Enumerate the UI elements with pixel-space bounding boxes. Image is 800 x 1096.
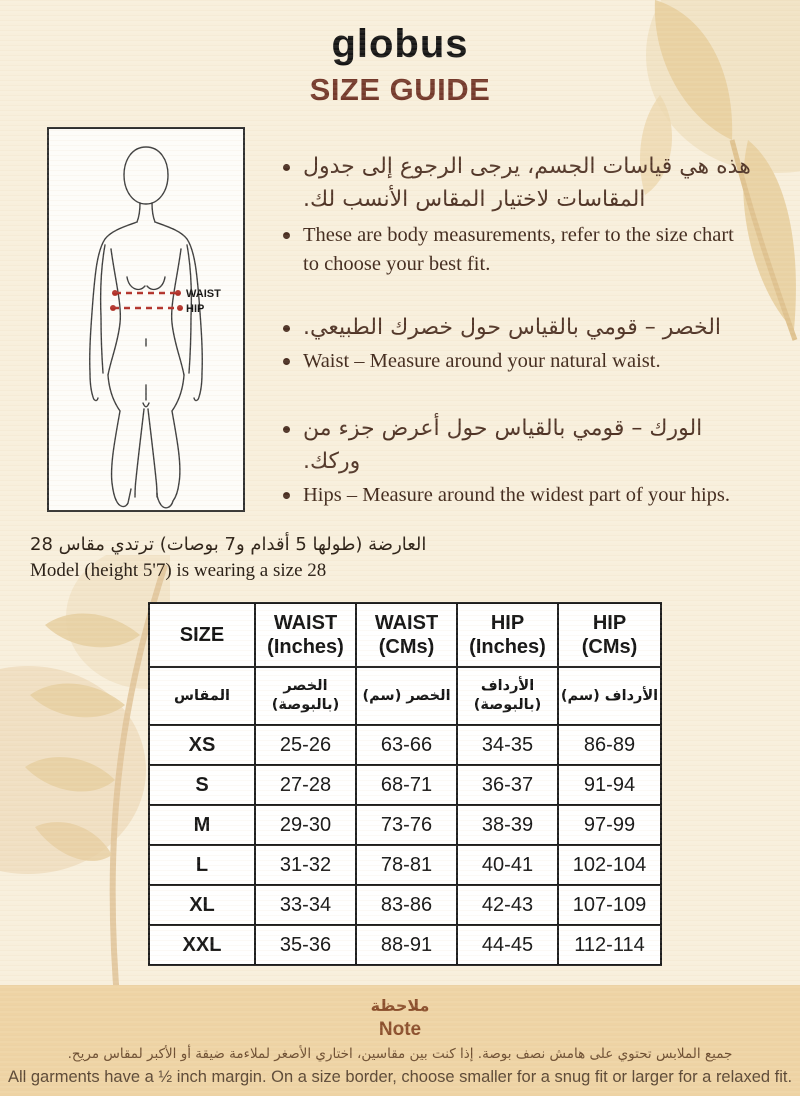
cell-size: XS xyxy=(149,725,255,765)
bullet-intro-english-text: These are body measurements, refer to the size chart to choose your best fit. xyxy=(303,224,734,275)
cell-size: XL xyxy=(149,885,255,925)
cell-waist-cm: 68-71 xyxy=(356,765,457,805)
cell-waist-cm: 88-91 xyxy=(356,925,457,965)
header-hip-inches: HIP (Inches) xyxy=(457,603,558,667)
body-measurement-illustration xyxy=(47,127,245,512)
note-title-arabic: ملاحظة xyxy=(370,996,430,1015)
brand-logo: globus xyxy=(331,22,469,66)
bullet-dot xyxy=(283,426,290,433)
cell-waist-in: 35-36 xyxy=(255,925,356,965)
table-row-s xyxy=(149,765,661,805)
bullet-intro-english xyxy=(283,221,753,279)
header-hip-inches-ar: الأرداف (بالبوصة) xyxy=(457,667,558,725)
bullet-dot xyxy=(283,164,290,171)
bullet-waist-english xyxy=(283,347,753,376)
table-row-xl xyxy=(149,885,661,925)
bullet-hips-arabic xyxy=(283,412,753,478)
cell-size: L xyxy=(149,845,255,885)
bullet-dot xyxy=(283,492,290,499)
cell-size: M xyxy=(149,805,255,845)
cell-waist-cm: 63-66 xyxy=(356,725,457,765)
leaf-decoration-left xyxy=(0,555,170,1015)
model-note-arabic: العارضة (طولها 5 أقدام و7 بوصات) ترتدي مقاس 28 xyxy=(30,534,427,555)
cell-hip-cm: 102-104 xyxy=(558,845,661,885)
cell-hip-cm: 107-109 xyxy=(558,885,661,925)
cell-hip-in: 42-43 xyxy=(457,885,558,925)
cell-waist-cm: 73-76 xyxy=(356,805,457,845)
header-waist-inches: WAIST (Inches) xyxy=(255,603,356,667)
cell-waist-in: 33-34 xyxy=(255,885,356,925)
cell-waist-in: 29-30 xyxy=(255,805,356,845)
waist-label: WAIST xyxy=(186,288,221,300)
table-row-l xyxy=(149,845,661,885)
cell-hip-cm: 86-89 xyxy=(558,725,661,765)
bullet-waist-arabic-text: الخصر – قومي بالقياس حول خصرك الطبيعي. xyxy=(303,315,722,340)
cell-size: XXL xyxy=(149,925,255,965)
cell-hip-in: 36-37 xyxy=(457,765,558,805)
bullet-dot xyxy=(283,232,290,239)
header-waist-inches-ar: الخصر (بالبوصة) xyxy=(255,667,356,725)
cell-hip-in: 34-35 xyxy=(457,725,558,765)
measurement-instructions xyxy=(283,150,753,510)
bullet-hips-arabic-text: الورك – قومي بالقياس حول أعرض جزء من وركك. xyxy=(303,416,703,474)
table-header-row-english xyxy=(149,603,661,667)
size-chart-table xyxy=(148,602,662,966)
bullet-dot xyxy=(283,358,290,365)
bullet-intro-arabic-text: هذه هي قياسات الجسم، يرجى الرجوع إلى جدول المقاسات لاختيار المقاس الأنسب لك. xyxy=(303,154,751,212)
cell-hip-cm: 97-99 xyxy=(558,805,661,845)
cell-hip-in: 40-41 xyxy=(457,845,558,885)
hip-label: HIP xyxy=(186,303,205,315)
model-size-note xyxy=(30,531,550,584)
cell-hip-cm: 112-114 xyxy=(558,925,661,965)
table-row-xs xyxy=(149,725,661,765)
cell-hip-in: 38-39 xyxy=(457,805,558,845)
cell-waist-in: 27-28 xyxy=(255,765,356,805)
bullet-intro-arabic xyxy=(283,150,753,216)
bullet-hips-english-text: Hips – Measure around the widest part of your hips. xyxy=(303,484,730,506)
note-body-arabic: جميع الملابس تحتوي على هامش نصف بوصة. إذا كنت بين مقاسين، اختاري الأصغر لملاءمة ضيقة أو الأكبر لمقاس مريح. xyxy=(67,1046,733,1062)
table-row-m xyxy=(149,805,661,845)
cell-waist-cm: 83-86 xyxy=(356,885,457,925)
cell-hip-in: 44-45 xyxy=(457,925,558,965)
header-size-ar: المقاس xyxy=(149,667,255,725)
cell-waist-in: 25-26 xyxy=(255,725,356,765)
header-waist-cms-ar: الخصر (سم) xyxy=(356,667,457,725)
cell-hip-cm: 91-94 xyxy=(558,765,661,805)
table-header-row-arabic xyxy=(149,667,661,725)
size-table xyxy=(148,602,662,966)
header-size: SIZE xyxy=(149,603,255,667)
bullet-waist-english-text: Waist – Measure around your natural waist. xyxy=(303,350,661,372)
page-title: SIZE GUIDE xyxy=(309,72,491,107)
note-title-english: Note xyxy=(378,1019,422,1040)
cell-size: S xyxy=(149,765,255,805)
header-waist-cms: WAIST (CMs) xyxy=(356,603,457,667)
header-hip-cms-ar: الأرداف (سم) xyxy=(558,667,661,725)
bullet-waist-arabic xyxy=(283,311,753,344)
footer-note-section xyxy=(0,985,800,1096)
bullet-dot xyxy=(283,325,290,332)
female-figure-drawing xyxy=(49,129,243,510)
waist-measure-line xyxy=(112,290,181,296)
cell-waist-cm: 78-81 xyxy=(356,845,457,885)
header-hip-cms: HIP (CMs) xyxy=(558,603,661,667)
bullet-hips-english xyxy=(283,481,753,510)
note-body-english: All garments have a ½ inch margin. On a size border, choose smaller for a snug fit or larger for a relaxed fit. xyxy=(7,1068,793,1086)
model-note-english: Model (height 5'7) is wearing a size 28 xyxy=(30,560,327,581)
table-row-xxl xyxy=(149,925,661,965)
cell-waist-in: 31-32 xyxy=(255,845,356,885)
